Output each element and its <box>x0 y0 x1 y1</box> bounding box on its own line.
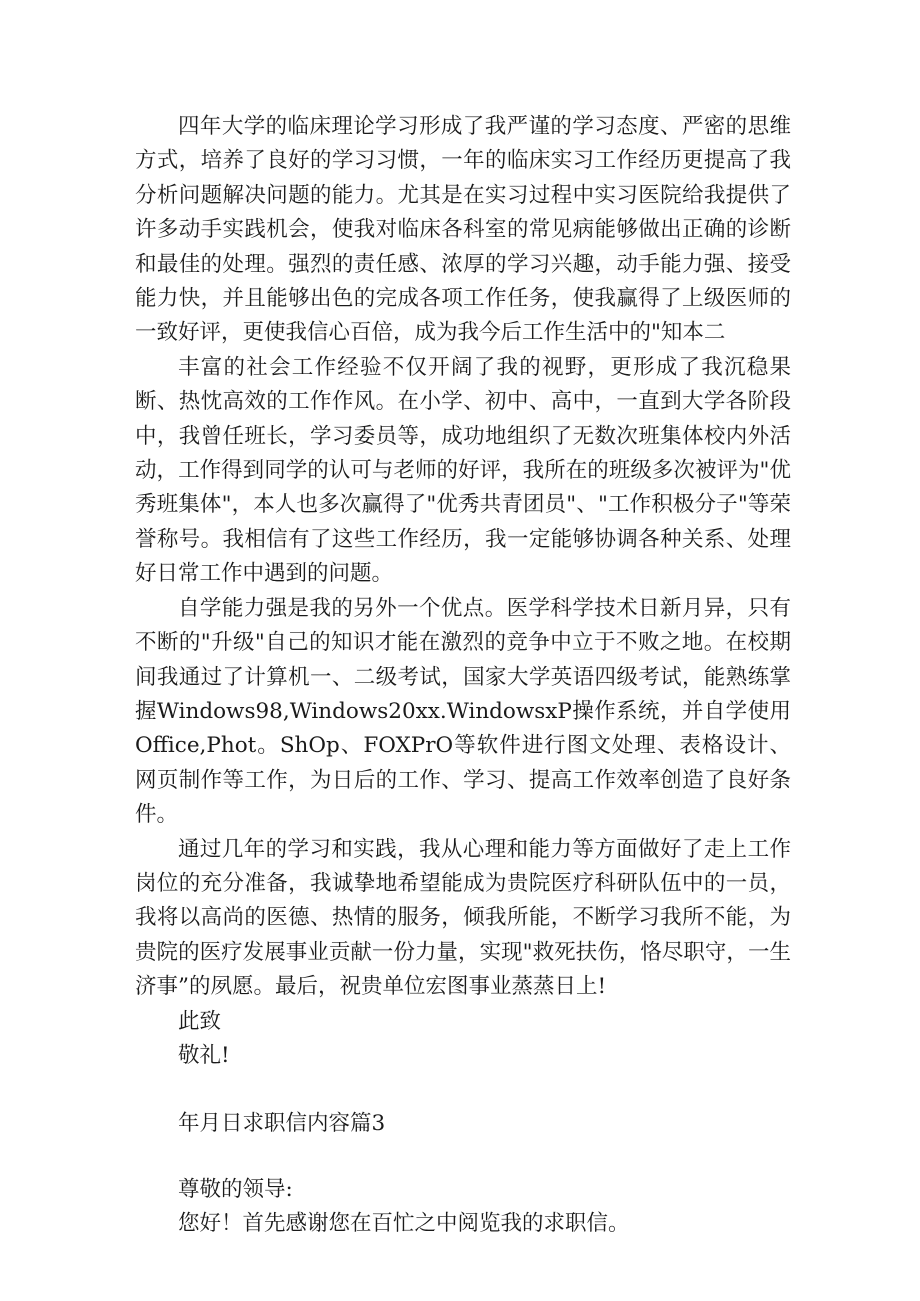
document-body <box>135 110 791 1242</box>
paragraph-closing-wish: 通过几年的学习和实践，我从心理和能力等方面做好了走上工作岗位的充分准备，我诚挚地希望能成为贵院医疗科研队伍中的一员，我将以高尚的医德、热情的服务，倾我所能，不断学习我所不能，为贵院的医疗发展事业贡献一份力量，实现"救死扶伤，恪尽职守，一生济事”的夙愿。最后，祝贵单位宏图事业蒸蒸日上! <box>135 836 791 1000</box>
closing-greeting: 此致 <box>178 1008 222 1034</box>
closing-salute: 敬礼! <box>178 1042 230 1068</box>
paragraph-education: 四年大学的临床理论学习形成了我严谨的学习态度、严密的思维方式，培养了良好的学习习惯，一年的临床实习工作经历更提高了我分析问题解决问题的能力。尤其是在实习过程中实习医院给我提供了许多动手实践机会，使我对临床各科室的常见病能够做出正确的诊断和最佳的处理。强烈的责任感、浓厚的学习兴趣，动手能力强、接受能力快，并且能够出色的完成各项工作任务，使我赢得了上级医师的一致好评，更使我信心百倍，成为我今后工作生活中的"知本二 <box>135 114 791 346</box>
section-title: 年月日求职信内容篇3 <box>178 1111 386 1137</box>
opening-line: 您好！首先感谢您在百忙之中阅览我的求职信。 <box>178 1211 630 1237</box>
salutation: 尊敬的领导: <box>178 1176 293 1202</box>
paragraph-self-learning: 自学能力强是我的另外一个优点。医学科学技术日新月异，只有不断的"升级"自己的知识才能在激烈的竞争中立于不败之地。在校期间我通过了计算机一、二级考试，国家大学英语四级考试，能熟练掌握Windows98,Windows20xx.WindowsxP操作系统，并自学使用Office,Phot。ShOp、FOXPrO等软件进行图文处理、表格设计、网页制作等工作，为日后的工作、学习、提高工作效率创造了良好条件。 <box>135 595 791 828</box>
paragraph-social-experience: 丰富的社会工作经验不仅开阔了我的视野，更形成了我沉稳果断、热忱高效的工作作风。在小学、初中、高中，一直到大学各阶段中，我曾任班长，学习委员等，成功地组织了无数次班集体校内外活动，工作得到同学的认可与老师的好评，我所在的班级多次被评为"优秀班集体"，本人也多次赢得了"优秀共青团员"、"工作积极分子"等荣誉称号。我相信有了这些工作经历，我一定能够协调各种关系、处理好日常工作中遇到的问题。 <box>135 354 791 587</box>
